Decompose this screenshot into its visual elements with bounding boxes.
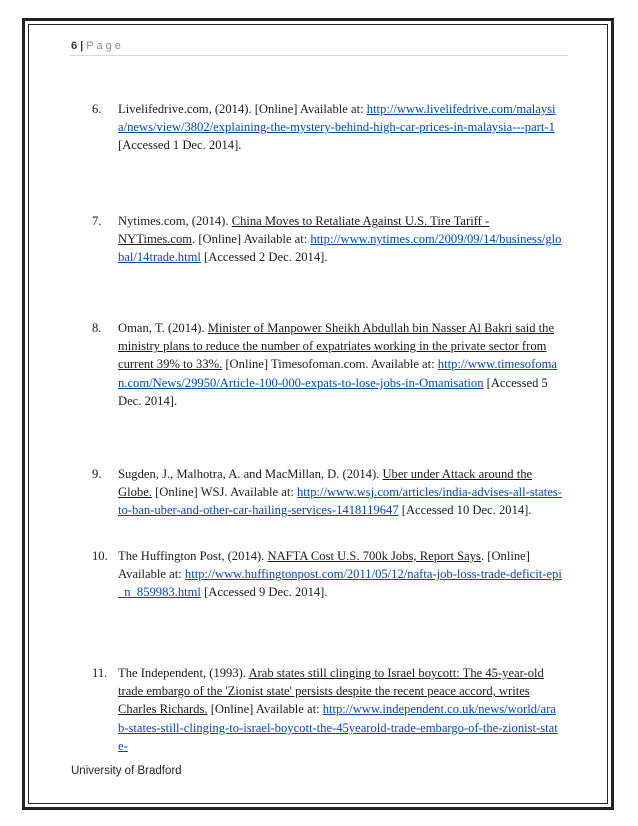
reference-item xyxy=(92,664,562,755)
reference-title: Uber under Attack around the Globe. xyxy=(118,467,533,500)
page-number: 6 xyxy=(71,40,78,52)
reference-text xyxy=(118,547,562,602)
header-separator: | xyxy=(80,40,84,52)
reference-text xyxy=(118,465,562,520)
reference-link[interactable]: http://www.huffingtonpost.com/2011/05/12/nafta-job-loss-trade-deficit-epi_n_859983.html xyxy=(118,567,562,600)
reference-prefix: Nytimes.com, (2014). xyxy=(118,214,232,228)
reference-prefix: Sugden, J., Malhotra, A. and MacMillan, D. (2014). xyxy=(118,467,383,481)
reference-link[interactable]: http://www.nytimes.com/2009/09/14/business/global/14trade.html xyxy=(118,232,562,265)
reference-prefix: The Independent, (1993). xyxy=(118,666,249,680)
reference-number: 7. xyxy=(92,214,102,228)
reference-title: Arab states still clinging to Israel boycott: The 45-year-old trade embargo of the 'Zionist state' persists despite the recent peace accord, writes Charles Richards. xyxy=(118,666,544,717)
reference-prefix: The Huffington Post, (2014). xyxy=(118,549,268,563)
reference-link[interactable]: http://www.wsj.com/articles/india-advises-all-states-to-ban-uber-and-other-car-hailing-services-1418119647 xyxy=(118,485,562,518)
reference-text xyxy=(118,664,562,755)
reference-item xyxy=(92,547,562,602)
reference-number: 8. xyxy=(92,321,102,335)
reference-text xyxy=(118,212,562,267)
reference-suffix: [Accessed 1 Dec. 2014]. xyxy=(118,138,242,153)
reference-number: 9. xyxy=(92,467,102,481)
reference-link[interactable]: http://www.independent.co.uk/news/world/arab-states-still-clinging-to-israel-boycott-the-45yearold-trade-embargo-of-the-zionist-state- xyxy=(118,702,558,753)
reference-prefix: Livelifedrive.com, (2014). [Online] Available at: xyxy=(118,102,367,116)
reference-number: 10. xyxy=(92,549,108,563)
reference-suffix: [Accessed 5 Dec. 2014]. xyxy=(118,375,548,408)
reference-item xyxy=(92,212,562,267)
reference-middle: [Online] Available at: xyxy=(207,702,323,717)
reference-middle: . [Online] Available at: xyxy=(192,232,311,247)
reference-item xyxy=(92,319,562,410)
reference-link[interactable]: http://www.timesofoman.com/News/29950/Article-100-000-expats-to-lose-jobs-in-Omanisation xyxy=(118,357,557,390)
reference-prefix: Oman, T. (2014). xyxy=(118,321,208,335)
reference-suffix: [Accessed 10 Dec. 2014]. xyxy=(398,503,532,518)
page-header xyxy=(71,40,124,52)
reference-text xyxy=(118,319,562,410)
reference-link[interactable]: http://www.livelifedrive.com/malaysia/news/view/3802/explaining-the-mystery-behind-high-car-prices-in-malaysia---part-1 xyxy=(118,102,556,135)
reference-item xyxy=(92,100,562,155)
reference-middle: . [Online] Available at: xyxy=(118,549,530,582)
reference-middle: [Online] WSJ. Available at: xyxy=(151,485,297,500)
reference-number: 6. xyxy=(92,102,102,116)
reference-item xyxy=(92,465,562,520)
reference-title: NAFTA Cost U.S. 700k Jobs, Report Says xyxy=(267,549,481,563)
reference-title: China Moves to Retaliate Against U.S. Tire Tariff - NYTimes.com xyxy=(118,214,490,247)
reference-title: Minister of Manpower Sheikh Abdullah bin Nasser Al Bakri said the ministry plans to reduce the number of expatriates working in the private sector from current 39% to 33%. xyxy=(118,321,555,372)
reference-number: 11. xyxy=(92,666,108,680)
reference-middle: [Online] Timesofoman.com. Available at: xyxy=(222,357,438,372)
page-word: Page xyxy=(86,40,124,52)
page-footer: University of Bradford xyxy=(71,765,182,777)
reference-text xyxy=(118,100,562,155)
reference-suffix: [Accessed 2 Dec. 2014]. xyxy=(200,250,328,265)
reference-suffix: [Accessed 9 Dec. 2014]. xyxy=(200,585,328,600)
header-rule xyxy=(70,55,568,56)
